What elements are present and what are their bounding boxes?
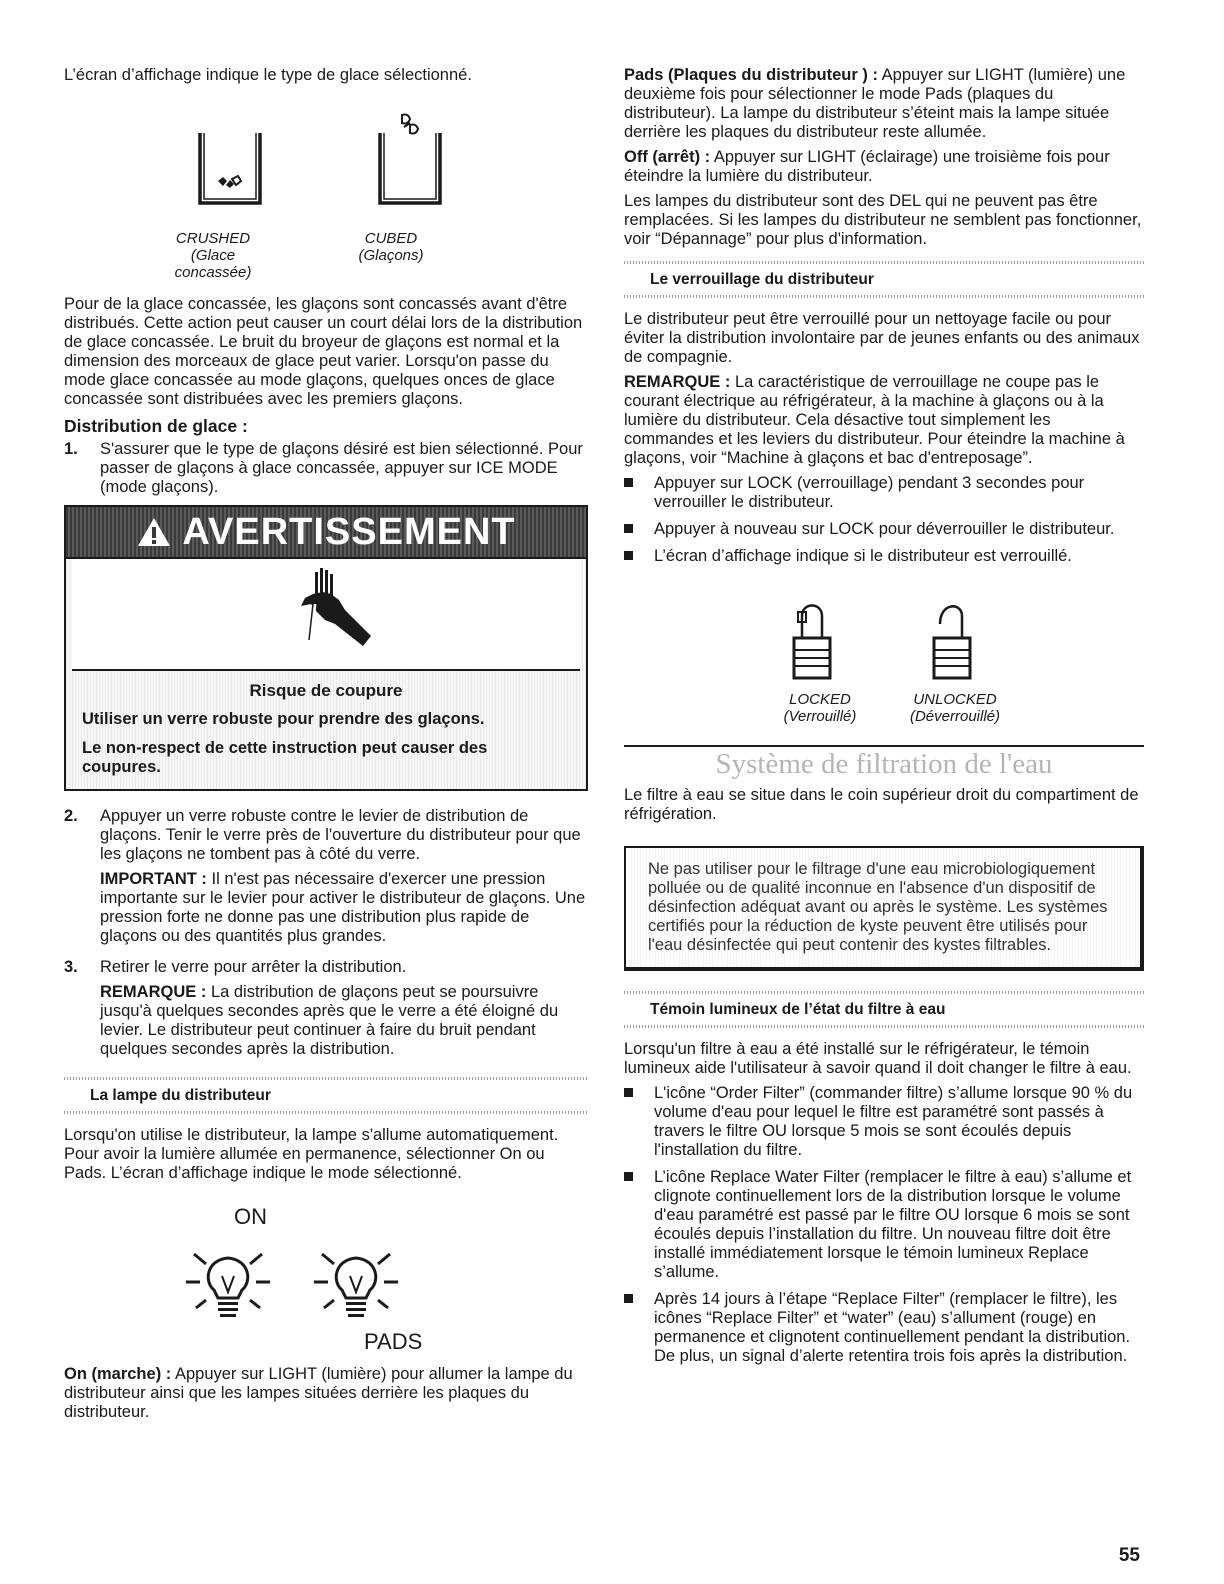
off-mode-term: Off (arrêt) :	[624, 148, 711, 166]
step-3-text: Retirer le verre pour arrêter la distribution.	[100, 958, 407, 976]
crushed-caption	[154, 230, 272, 281]
lamp-paragraph: Lorsqu'on utilise le distributeur, la lampe s'allume automatiquement. Pour avoir la lumière allumée en permanence, sélectionner On ou Pads. L’écran d’affichage indique le mode sélectionné.	[64, 1126, 559, 1182]
dispense-steps-1	[64, 440, 588, 497]
lock-section-heading	[624, 261, 1144, 298]
lock-note	[624, 373, 1144, 468]
indicator-bullet	[624, 1168, 1144, 1282]
dispense-steps-2	[64, 807, 588, 1065]
lamp-on-icon	[182, 1232, 274, 1328]
section-divider	[624, 745, 1144, 747]
lock-bullet-text: L’écran d’affichage indique si le distributeur est verrouillé.	[654, 547, 1072, 565]
cut-hand-icon	[271, 564, 381, 664]
warning-triangle-icon	[136, 516, 172, 548]
off-mode-text: Appuyer sur LIGHT (éclairage) une troisième fois pour éteindre la lumière du distributeur.	[624, 148, 1110, 185]
step-2-text: Appuyer un verre robuste contre le levier de distribution de glaçons. Tenir le verre près de l'ouverture du distributeur pour que les glaçons ne tombent pas à côté du verre.	[100, 807, 581, 863]
warning-header	[66, 507, 586, 559]
bullet-square-icon	[624, 1168, 654, 1282]
left-column	[64, 66, 588, 1428]
step-1-text: S'assurer que le type de glaçons désiré est bien sélectionné. Pour passer de glaçons à glace concassée, appuyer sur ICE MODE (mode glaçons).	[100, 440, 583, 496]
on-mode-paragraph	[64, 1365, 588, 1422]
warning-line-2: Le non-respect de cette instruction peut causer des coupures.	[82, 739, 488, 776]
cubed-ice-icon	[332, 111, 452, 221]
lock-note-text: La caractéristique de verrouillage ne coupe pas le courant électrique au réfrigérateur, à la machine à glaçons ou à la lumière du distributeur. Cela désactive tout simplement les commandes et les leviers du distributeur. Pour éteindre la machine à glaçons, voir “Machine à glaçons et bac d'entreposage”.	[624, 373, 1125, 467]
lock-paragraph: Le distributeur peut être verrouillé pour un nettoyage facile ou pour éviter la distribution involontaire par de jeunes enfants ou des animaux de compagnie.	[624, 310, 1140, 366]
lamp-pads-icon	[310, 1232, 402, 1328]
lock-bullet-text: Appuyer sur LOCK (verrouillage) pendant 3 secondes pour verrouiller le distributeur.	[654, 474, 1085, 511]
unlocked-padlock-icon	[900, 594, 1010, 686]
step-2-body	[100, 807, 588, 952]
indicator-heading-text: Témoin lumineux de l’état du filtre à eau	[650, 1001, 946, 1018]
bullet-square-icon	[624, 1290, 654, 1366]
locked-padlock-icon	[770, 594, 870, 686]
locked-sublabel: (Verrouillé)	[783, 708, 857, 725]
lock-heading-text: Le verrouillage du distributeur	[650, 271, 874, 288]
lamp-heading-text: La lampe du distributeur	[90, 1087, 271, 1104]
filter-paragraph: Le filtre à eau se situe dans le coin supérieur droit du compartiment de réfrigération.	[624, 786, 1139, 823]
dispense-heading: Distribution de glace :	[64, 416, 248, 436]
lock-bullet-text: Appuyer à nouveau sur LOCK pour déverrouiller le distributeur.	[654, 520, 1115, 538]
indicator-bullet-text: L’icône Replace Water Filter (remplacer le filtre à eau) s’allume et clignote continuellement lors de la distribution lorsque le volume d'eau paramétré est passé par le filtre OU lorsque 6 mois se sont écoulés depuis l’installation du filtre. Un nouveau filtre doit être installé immédiatement lorsque le témoin lumineux Replace s’allume.	[654, 1168, 1132, 1281]
step-1	[64, 440, 588, 497]
step-3-note-text: La distribution de glaçons peut se poursuivre jusqu'à quelques secondes après que le verre a été éloigné du levier. Le distributeur peut continuer à faire du bruit pendant quelques secondes après la distribution.	[100, 983, 559, 1058]
step-3-number: 3.	[64, 958, 78, 976]
step-3-note	[100, 983, 588, 1059]
cubed-sublabel: (Glaçons)	[358, 247, 424, 264]
right-column	[624, 66, 1144, 1374]
pads-mode-term: Pads (Plaques du distributeur ) :	[624, 66, 878, 84]
indicator-bullet	[624, 1290, 1144, 1366]
warning-title: AVERTISSEMENT	[182, 510, 516, 553]
filter-note-box: Ne pas utiliser pour le filtrage d'une eau microbiologiquement polluée ou de qualité inconnue en l'absence d'un dispositif de désinfection adéquat avant ou après le système. Les systèmes certifiés pour la réduction de kyste peuvent être utilisés pour l'eau désinfectée qui peut contenir des kystes filtrables.	[624, 846, 1144, 971]
bullet-square-icon	[624, 520, 654, 539]
lock-bullet	[624, 547, 1144, 566]
unlocked-figure	[900, 594, 1010, 725]
step-1-number: 1.	[64, 440, 78, 458]
bullet-square-icon	[624, 1084, 654, 1160]
bullet-square-icon	[624, 547, 654, 566]
indicator-bullet-text: L'icône “Order Filter” (commander filtre) s’allume lorsque 90 % du volume d'eau pour lequel le filtre est paramétré sont passés à travers le filtre OU lorsque 5 mois se sont écoulés depuis l'installation du filtre.	[654, 1084, 1133, 1159]
led-paragraph: Les lampes du distributeur sont des DEL qui ne peuvent pas être remplacées. Si les lampes du distributeur ne semblent pas fonctionner, voir “Dépannage” pour plus d'information.	[624, 192, 1142, 248]
important-text: Il n'est pas nécessaire d'exercer une pression importante sur le levier pour activer le distributeur de glaçons. Une pression forte ne donne pas une distribution plus rapide de glaçons ou des quantités plus grandes.	[100, 870, 586, 945]
step-2-important	[100, 870, 588, 946]
indicator-bullet	[624, 1084, 1144, 1160]
pads-mode-label: PADS	[364, 1329, 423, 1354]
warning-box	[64, 505, 588, 791]
light-mode-icons	[182, 1232, 588, 1328]
lock-note-label: REMARQUE :	[624, 373, 731, 391]
on-mode-text: Appuyer sur LIGHT (lumière) pour allumer la lampe du distributeur ainsi que les lampes situées derrière les plaques du distributeur.	[64, 1365, 573, 1421]
page-number: 55	[1118, 1545, 1140, 1566]
lamp-section-heading	[64, 1077, 588, 1114]
lock-bullet	[624, 474, 1144, 512]
cubed-figure	[332, 111, 452, 281]
step-3	[64, 958, 588, 1065]
ice-type-figures	[152, 111, 588, 281]
crushed-ice-icon	[152, 111, 272, 221]
ice-display-intro: L’écran d’affichage indique le type de glace sélectionné.	[64, 66, 472, 84]
lock-figures	[770, 594, 1144, 725]
pads-mode-text: Appuyer sur LIGHT (lumière) une deuxième fois pour sélectionner le mode Pads (plaques du distributeur). La lampe du distributeur s’éteint mais la lampe située derrière les plaques du distributeur reste allumée.	[624, 66, 1126, 141]
pads-mode-paragraph	[624, 66, 1144, 142]
off-mode-paragraph	[624, 148, 1144, 186]
indicator-bullet-text: Après 14 jours à l’étape “Replace Filter” (remplacer le filtre), les icônes “Replace Filter” et “water” (eau) s’allument (rouge) en permanence et clignotent continuellement pendant la distribution. De plus, un signal d’alerte retentira trois fois après la distribution.	[654, 1290, 1131, 1365]
step-2-number: 2.	[64, 807, 78, 825]
unlocked-caption	[900, 691, 1010, 725]
bullet-square-icon	[624, 474, 654, 512]
crushed-ice-paragraph: Pour de la glace concassée, les glaçons sont concassés avant d'être distribués. Cette action peut causer un court délai lors de la distribution de glace concassée. Le bruit du broyeur de glaçons est normal et la dimension des morceaux de glace peut varier. Lorsqu'on passe du mode glace concassée au mode glaçons, quelques onces de glace concassée sont distribuées avec les premiers glaçons.	[64, 295, 583, 408]
unlocked-sublabel: (Déverrouillé)	[909, 708, 1001, 725]
lock-bullet	[624, 520, 1144, 539]
filter-section-title: Système de filtration de l'eau	[715, 748, 1053, 780]
cubed-caption	[330, 230, 452, 264]
crushed-figure	[152, 111, 272, 281]
step-2	[64, 807, 588, 952]
crushed-sublabel: (Glace concassée)	[174, 247, 252, 281]
on-mode-label: ON	[234, 1204, 267, 1229]
warning-risk: Risque de coupure	[249, 681, 403, 700]
locked-figure	[770, 594, 870, 725]
warning-text	[66, 671, 586, 789]
important-label: IMPORTANT :	[100, 870, 207, 888]
locked-caption	[770, 691, 870, 725]
locked-label: LOCKED	[789, 691, 851, 708]
unlocked-label: UNLOCKED	[913, 691, 997, 708]
on-mode-term: On (marche) :	[64, 1365, 172, 1383]
cubed-label: CUBED	[364, 230, 418, 247]
crushed-label: CRUSHED	[175, 230, 251, 247]
indicator-bullets	[624, 1084, 1144, 1366]
lock-bullets	[624, 474, 1144, 566]
indicator-section-heading	[624, 991, 1144, 1028]
step-3-body	[100, 958, 588, 1065]
warning-line-1: Utiliser un verre robuste pour prendre des glaçons.	[82, 710, 485, 728]
warning-pictogram	[72, 559, 580, 671]
step-3-note-label: REMARQUE :	[100, 983, 207, 1001]
indicator-paragraph: Lorsqu'un filtre à eau a été installé sur le réfrigérateur, le témoin lumineux aide l'utilisateur à savoir quand il doit changer le filtre à eau.	[624, 1040, 1132, 1077]
